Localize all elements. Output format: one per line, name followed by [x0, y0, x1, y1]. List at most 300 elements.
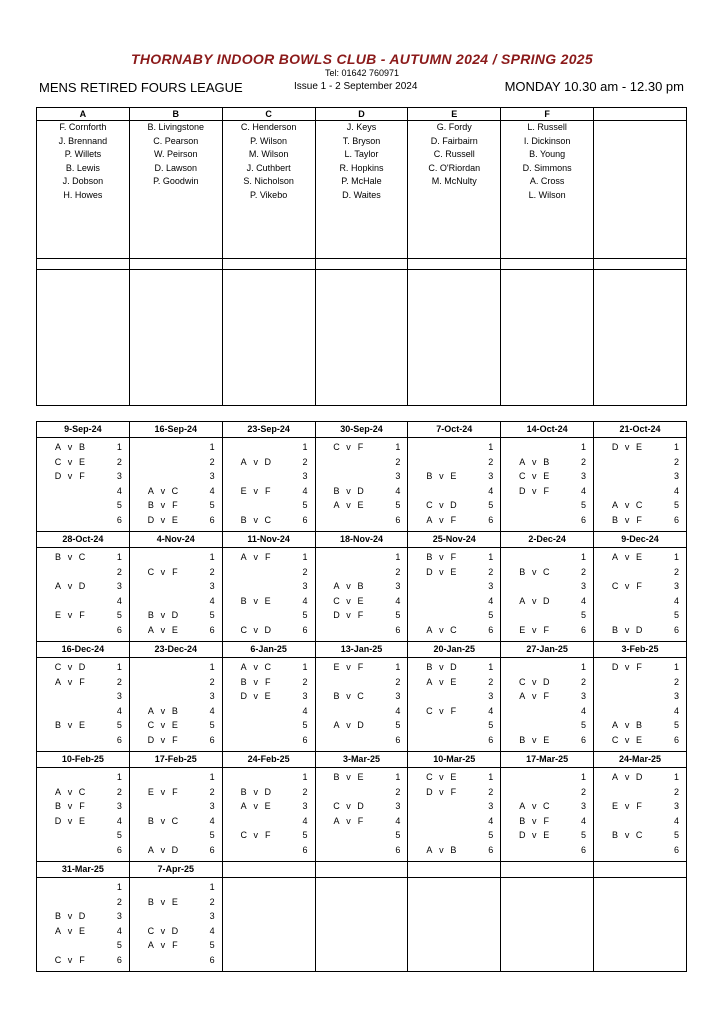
player-name: P. Wilson	[250, 135, 288, 146]
rink-number: 5	[209, 500, 215, 510]
home-team: B	[54, 801, 61, 811]
match-pairing	[516, 733, 552, 748]
rink-number: 5	[116, 940, 122, 950]
home-team: A	[519, 456, 526, 467]
match-pairing	[609, 579, 645, 594]
team-blank-row	[408, 259, 501, 270]
rink-number: 6	[581, 514, 587, 525]
rink-number: 6	[302, 514, 308, 525]
rink-number: 3	[673, 471, 679, 481]
player-name: D. Lawson	[154, 162, 198, 173]
away-team: E	[636, 734, 643, 745]
home-team: A	[426, 514, 433, 525]
rink-row	[501, 814, 593, 829]
rink-number: 2	[209, 566, 215, 577]
away-team: F	[450, 786, 457, 797]
player-name: M. McNulty	[431, 176, 477, 187]
away-team: E	[450, 772, 457, 782]
versus: v	[253, 662, 258, 672]
match-pairing	[423, 550, 459, 565]
rink-row	[130, 660, 222, 675]
versus: v	[624, 442, 630, 452]
rink-row	[408, 484, 500, 499]
rink-number: 4	[488, 595, 494, 606]
versus: v	[346, 595, 351, 606]
rink-row	[37, 660, 129, 675]
versus: v	[67, 925, 73, 936]
rink-row	[223, 704, 315, 719]
away-team: C	[450, 624, 457, 635]
away-team: E	[171, 514, 178, 525]
away-team: C	[542, 566, 550, 577]
rink-number: 2	[302, 786, 308, 797]
away-team: C	[264, 662, 271, 672]
team-blank-row	[501, 259, 594, 270]
rink-row	[501, 455, 593, 470]
player-name: P. Willets	[64, 149, 102, 160]
rink-row	[408, 799, 500, 814]
rink-number: 6	[395, 624, 401, 635]
rink-row	[223, 814, 315, 829]
rink-row	[594, 718, 686, 733]
match-pairing	[145, 704, 181, 719]
match-pairing	[52, 440, 88, 455]
rink-row	[223, 484, 315, 499]
versus: v	[346, 581, 351, 591]
match-pairing	[331, 814, 367, 829]
rink-row	[37, 828, 129, 843]
rink-number: 6	[581, 624, 587, 635]
match-pairing	[238, 799, 274, 814]
rink-number: 2	[581, 786, 587, 797]
rink-row	[594, 565, 686, 580]
versus: v	[160, 624, 166, 635]
versus: v	[531, 471, 537, 481]
fixture-cell	[408, 658, 501, 752]
rink-number: 6	[116, 844, 122, 855]
match-pairing	[423, 843, 459, 858]
rink-row	[130, 843, 222, 858]
fixture-cell	[501, 548, 594, 642]
rink-number: 5	[488, 610, 494, 620]
team-blank-row	[129, 259, 222, 270]
rink-row	[316, 843, 408, 858]
match-pairing	[609, 828, 645, 843]
versus: v	[346, 691, 351, 701]
versus: v	[160, 896, 166, 907]
match-pairing	[331, 660, 367, 675]
versus: v	[67, 676, 73, 687]
match-pairing	[609, 440, 645, 455]
rink-row	[408, 704, 500, 719]
rink-number: 1	[209, 882, 215, 892]
rink-row	[408, 675, 500, 690]
away-team: F	[636, 581, 642, 591]
rink-row	[223, 675, 315, 690]
rink-number: 3	[395, 471, 401, 481]
player-name: A. Cross	[529, 176, 565, 187]
rink-number: 3	[302, 801, 308, 811]
rink-row	[501, 828, 593, 843]
rink-number: 1	[209, 662, 215, 672]
player-name: D. Fairbairn	[430, 135, 478, 146]
rink-number: 5	[116, 500, 122, 510]
rink-row	[130, 689, 222, 704]
match-pairing	[145, 484, 181, 499]
home-team: C	[54, 662, 62, 672]
rink-row	[501, 785, 593, 800]
rink-row	[594, 594, 686, 609]
home-team: B	[612, 514, 619, 525]
match-pairing	[238, 455, 274, 470]
versus: v	[624, 624, 630, 635]
rink-number: 5	[395, 500, 401, 510]
team-notes-cell	[408, 270, 501, 406]
rink-number: 1	[116, 882, 122, 892]
away-team: D	[264, 624, 271, 635]
rink-row	[408, 469, 500, 484]
rink-number: 2	[488, 676, 494, 687]
fixture-date: 31-Mar-25	[37, 862, 130, 878]
versus: v	[160, 610, 166, 620]
home-team: B	[426, 471, 433, 481]
rink-number: 3	[116, 581, 122, 591]
rink-row	[501, 704, 593, 719]
rink-row	[37, 469, 129, 484]
rink-number: 6	[673, 844, 679, 855]
rink-row	[130, 550, 222, 565]
away-team: F	[264, 830, 271, 840]
versus: v	[624, 500, 630, 510]
rink-number: 1	[116, 772, 122, 782]
rink-number: 3	[302, 581, 308, 591]
rink-row	[37, 785, 129, 800]
rink-row	[408, 579, 500, 594]
rink-number: 3	[209, 691, 215, 701]
rink-row	[37, 704, 129, 719]
match-pairing	[423, 513, 459, 528]
away-team: E	[636, 552, 643, 562]
rink-number: 2	[395, 786, 401, 797]
rink-number: 4	[209, 705, 215, 716]
fixture-date: 23-Sep-24	[222, 422, 315, 438]
away-team: B	[357, 581, 364, 591]
home-team: B	[333, 485, 340, 496]
home-team: B	[426, 662, 433, 672]
league-name: MENS RETIRED FOURS LEAGUE	[39, 80, 243, 95]
rink-row	[223, 770, 315, 785]
fixture-date	[315, 862, 408, 878]
home-team: A	[54, 925, 61, 936]
rink-row	[130, 718, 222, 733]
versus: v	[253, 830, 258, 840]
away-team: E	[450, 471, 457, 481]
rink-number: 2	[395, 456, 401, 467]
rink-row	[316, 689, 408, 704]
rink-row	[316, 513, 408, 528]
session-time: MONDAY 10.30 am - 12.30 pm	[504, 79, 684, 94]
rink-number: 3	[302, 691, 308, 701]
match-pairing	[238, 550, 274, 565]
home-team: C	[147, 925, 155, 936]
rink-number: 4	[302, 815, 308, 826]
versus: v	[160, 720, 166, 730]
away-team: E	[357, 772, 364, 782]
rink-row	[37, 579, 129, 594]
fixture-date: 28-Oct-24	[37, 532, 130, 548]
versus: v	[67, 954, 73, 965]
player-name: J. Keys	[346, 122, 377, 132]
rink-row	[130, 814, 222, 829]
away-team: F	[264, 676, 271, 687]
fixture-cell	[37, 438, 130, 532]
home-team: D	[147, 514, 155, 525]
rink-number: 5	[302, 500, 308, 510]
away-team: F	[357, 442, 364, 452]
rink-number: 1	[673, 772, 679, 782]
match-pairing	[52, 550, 88, 565]
home-team: B	[147, 896, 154, 907]
away-team: D	[264, 786, 271, 797]
versus: v	[67, 786, 73, 797]
home-team: B	[54, 720, 61, 730]
rink-number: 2	[116, 566, 122, 577]
versus: v	[160, 566, 166, 577]
home-team: A	[240, 801, 247, 811]
away-team: E	[543, 830, 550, 840]
match-pairing	[331, 689, 367, 704]
home-team: E	[240, 485, 247, 496]
versus: v	[439, 552, 444, 562]
player-name: C. Henderson	[240, 122, 297, 132]
rink-number: 3	[673, 801, 679, 811]
rink-row	[594, 814, 686, 829]
match-pairing	[331, 608, 367, 623]
rink-number: 6	[673, 624, 679, 635]
home-team: C	[147, 720, 155, 730]
rink-row	[316, 608, 408, 623]
versus: v	[253, 552, 258, 562]
away-team: E	[171, 896, 178, 907]
rink-row	[408, 513, 500, 528]
away-team: F	[172, 566, 178, 577]
team-players-cell	[594, 121, 687, 259]
rink-number: 5	[673, 500, 679, 510]
match-pairing	[238, 623, 274, 638]
away-team: F	[636, 514, 642, 525]
rink-number: 1	[302, 552, 308, 562]
rink-number: 5	[488, 500, 494, 510]
home-team: A	[612, 552, 619, 562]
rink-row	[223, 799, 315, 814]
rink-number: 5	[581, 830, 587, 840]
rink-row	[501, 718, 593, 733]
rink-row	[37, 498, 129, 513]
rink-number: 5	[581, 720, 587, 730]
team-players-cell	[501, 121, 594, 259]
rink-number: 1	[209, 442, 215, 452]
fixture-date: 17-Mar-25	[501, 752, 594, 768]
match-pairing	[52, 660, 88, 675]
fixture-date: 25-Nov-24	[408, 532, 501, 548]
versus: v	[531, 624, 537, 635]
rink-number: 1	[581, 552, 587, 562]
rink-number: 1	[395, 552, 401, 562]
versus: v	[67, 610, 73, 620]
away-team: F	[264, 485, 271, 496]
versus: v	[160, 786, 166, 797]
rink-number: 2	[581, 456, 587, 467]
player-name: B. Lewis	[65, 162, 100, 173]
match-pairing	[609, 799, 645, 814]
rink-number: 1	[302, 662, 308, 672]
rink-row	[223, 498, 315, 513]
versus: v	[439, 514, 444, 525]
fixtures-table	[36, 421, 687, 972]
home-team: B	[333, 772, 340, 782]
fixture-date: 16-Sep-24	[129, 422, 222, 438]
rink-number: 2	[209, 456, 215, 467]
away-team: F	[264, 552, 271, 562]
rink-number: 4	[673, 485, 679, 496]
versus: v	[624, 772, 630, 782]
home-team: A	[147, 624, 154, 635]
match-pairing	[145, 938, 181, 953]
fixture-date: 24-Mar-25	[594, 752, 687, 768]
versus: v	[531, 691, 537, 701]
rink-number: 5	[116, 830, 122, 840]
rink-number: 1	[116, 552, 122, 562]
home-team: C	[518, 471, 526, 481]
match-pairing	[238, 828, 274, 843]
rink-row	[223, 550, 315, 565]
match-pairing	[52, 579, 88, 594]
home-team: D	[240, 691, 247, 701]
rink-row	[130, 924, 222, 939]
rink-number: 1	[302, 442, 308, 452]
match-pairing	[238, 594, 274, 609]
rink-row	[130, 565, 222, 580]
rink-number: 6	[488, 624, 494, 635]
team-notes-cell	[37, 270, 130, 406]
versus: v	[253, 624, 258, 635]
match-pairing	[52, 814, 88, 829]
rink-row	[408, 718, 500, 733]
rink-row	[130, 895, 222, 910]
rink-row	[408, 623, 500, 638]
away-team: F	[543, 624, 549, 635]
home-team: D	[426, 566, 433, 577]
versus: v	[439, 471, 444, 481]
rink-row	[316, 565, 408, 580]
rink-number: 2	[116, 786, 122, 797]
rink-row	[594, 799, 686, 814]
away-team: E	[78, 925, 85, 936]
rink-number: 3	[581, 691, 587, 701]
fixture-date: 7-Apr-25	[129, 862, 222, 878]
away-team: C	[171, 815, 179, 826]
fixture-cell	[315, 658, 408, 752]
home-team: D	[333, 610, 340, 620]
team-players-cell	[408, 121, 501, 259]
fixture-date: 3-Feb-25	[594, 642, 687, 658]
match-pairing	[331, 498, 367, 513]
away-team: F	[450, 514, 457, 525]
match-pairing	[423, 498, 459, 513]
rink-row	[316, 498, 408, 513]
rink-number: 5	[581, 610, 587, 620]
rink-number: 4	[488, 485, 494, 496]
home-team: A	[519, 691, 526, 701]
home-team: C	[147, 566, 155, 577]
match-pairing	[145, 565, 181, 580]
rink-number: 2	[209, 786, 215, 797]
rink-number: 2	[488, 786, 494, 797]
home-team: B	[519, 734, 526, 745]
rink-number: 4	[581, 705, 587, 716]
home-team: D	[147, 734, 155, 745]
rink-row	[501, 579, 593, 594]
versus: v	[531, 801, 537, 811]
rink-row	[408, 608, 500, 623]
rink-row	[37, 909, 129, 924]
versus: v	[253, 801, 258, 811]
rink-row	[37, 953, 129, 968]
rink-row	[501, 565, 593, 580]
fixture-cell	[501, 768, 594, 862]
rink-number: 5	[209, 830, 215, 840]
rink-number: 6	[116, 954, 122, 965]
rink-row	[316, 770, 408, 785]
away-team: C	[635, 830, 643, 840]
rink-row	[130, 953, 222, 968]
rink-number: 4	[209, 925, 215, 936]
rink-row	[501, 608, 593, 623]
home-team: B	[333, 691, 340, 701]
rink-number: 3	[488, 581, 494, 591]
home-team: A	[426, 624, 433, 635]
teams-table	[36, 107, 687, 406]
versus: v	[624, 581, 630, 591]
rink-number: 6	[116, 624, 122, 635]
home-team: B	[147, 815, 154, 826]
away-team: D	[78, 911, 86, 921]
match-pairing	[52, 909, 88, 924]
versus: v	[160, 514, 166, 525]
rink-row	[594, 484, 686, 499]
match-pairing	[145, 843, 181, 858]
versus: v	[346, 801, 351, 811]
fixture-cell	[129, 438, 222, 532]
rink-number: 5	[209, 610, 215, 620]
fixture-cell	[315, 878, 408, 972]
away-team: F	[636, 662, 642, 672]
match-pairing	[238, 484, 274, 499]
away-team: D	[450, 500, 457, 510]
team-players-cell	[37, 121, 130, 259]
fixture-date: 11-Nov-24	[222, 532, 315, 548]
rink-row	[408, 455, 500, 470]
rink-row	[130, 608, 222, 623]
away-team: C	[542, 801, 550, 811]
home-team: A	[147, 940, 154, 950]
away-team: F	[543, 815, 549, 826]
versus: v	[346, 720, 351, 730]
rink-number: 2	[673, 566, 679, 577]
rink-number: 3	[673, 581, 679, 591]
home-team: C	[611, 734, 619, 745]
match-pairing	[331, 484, 367, 499]
